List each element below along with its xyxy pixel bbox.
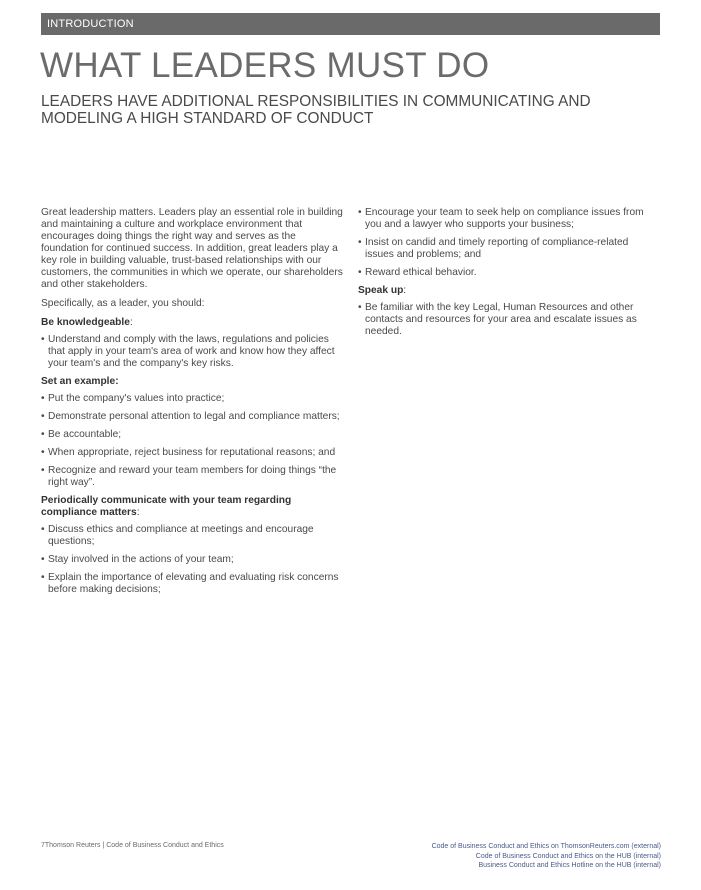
section-label: INTRODUCTION bbox=[47, 18, 134, 30]
list-item: • Understand and comply with the laws, regulations and policies that apply in your team's area of work and know how they affect your team's and the company's key risks. bbox=[41, 334, 343, 370]
page-subtitle: LEADERS HAVE ADDITIONAL RESPONSIBILITIES IN COMMUNICATING AND MODELING A HIGH STANDARD OF CONDUCT bbox=[41, 93, 591, 127]
list-item: • Stay involved in the actions of your team; bbox=[41, 554, 343, 566]
page-title: WHAT LEADERS MUST DO bbox=[40, 46, 490, 85]
list-item: • Explain the importance of elevating and evaluating risk concerns before making decisions; bbox=[41, 572, 343, 596]
communicate-list-continued bbox=[358, 207, 656, 279]
list-item: • When appropriate, reject business for reputational reasons; and bbox=[41, 447, 343, 459]
left-column bbox=[41, 207, 343, 602]
list-item: • Insist on candid and timely reporting of compliance-related issues and problems; and bbox=[358, 237, 656, 261]
footer-link-hotline[interactable]: Business Conduct and Ethics Hotline on the HUB (internal) bbox=[478, 862, 661, 869]
footer-links bbox=[432, 842, 661, 871]
lead-in-text: Specifically, as a leader, you should: bbox=[41, 298, 205, 309]
example-list bbox=[41, 393, 343, 489]
list-item: • Be familiar with the key Legal, Human Resources and other contacts and resources for your area and escalate issues as needed. bbox=[358, 302, 656, 338]
list-item: • Be accountable; bbox=[41, 429, 343, 441]
list-item: • Reward ethical behavior. bbox=[358, 267, 656, 279]
heading-periodically-communicate: Periodically communicate with your team regarding compliance matters: bbox=[41, 495, 292, 518]
list-item: • Put the company's values into practice; bbox=[41, 393, 343, 405]
section-header-bar bbox=[41, 13, 660, 35]
heading-be-knowledgeable: Be knowledgeable: bbox=[41, 317, 133, 328]
speak-up-list bbox=[358, 302, 656, 338]
list-item: • Recognize and reward your team members for doing things “the right way”. bbox=[41, 465, 343, 489]
list-item: • Demonstrate personal attention to legal and compliance matters; bbox=[41, 411, 343, 423]
footer-page-label: 7Thomson Reuters | Code of Business Conduct and Ethics bbox=[41, 842, 224, 849]
right-column bbox=[358, 207, 656, 344]
knowledgeable-list bbox=[41, 334, 343, 370]
list-item: • Encourage your team to seek help on compliance issues from you and a lawyer who supports your business; bbox=[358, 207, 656, 231]
heading-set-an-example: Set an example: bbox=[41, 376, 119, 387]
heading-speak-up: Speak up: bbox=[358, 285, 407, 296]
list-item: • Discuss ethics and compliance at meetings and encourage questions; bbox=[41, 524, 343, 548]
footer-link-external-code[interactable]: Code of Business Conduct and Ethics on ThomsonReuters.com (external) bbox=[431, 843, 661, 850]
communicate-list bbox=[41, 524, 343, 596]
intro-paragraph: Great leadership matters. Leaders play an essential role in building and maintaining a culture and workplace environment that encourages doing things the right way and serves as the foundation for continued success. In addition, great leaders play a key role in building valuable, trust-based relationships with our customers, the communities in which we operate, our shareholders and other stakeholders. bbox=[41, 207, 343, 290]
footer-link-hub-code[interactable]: Code of Business Conduct and Ethics on the HUB (internal) bbox=[475, 852, 661, 860]
